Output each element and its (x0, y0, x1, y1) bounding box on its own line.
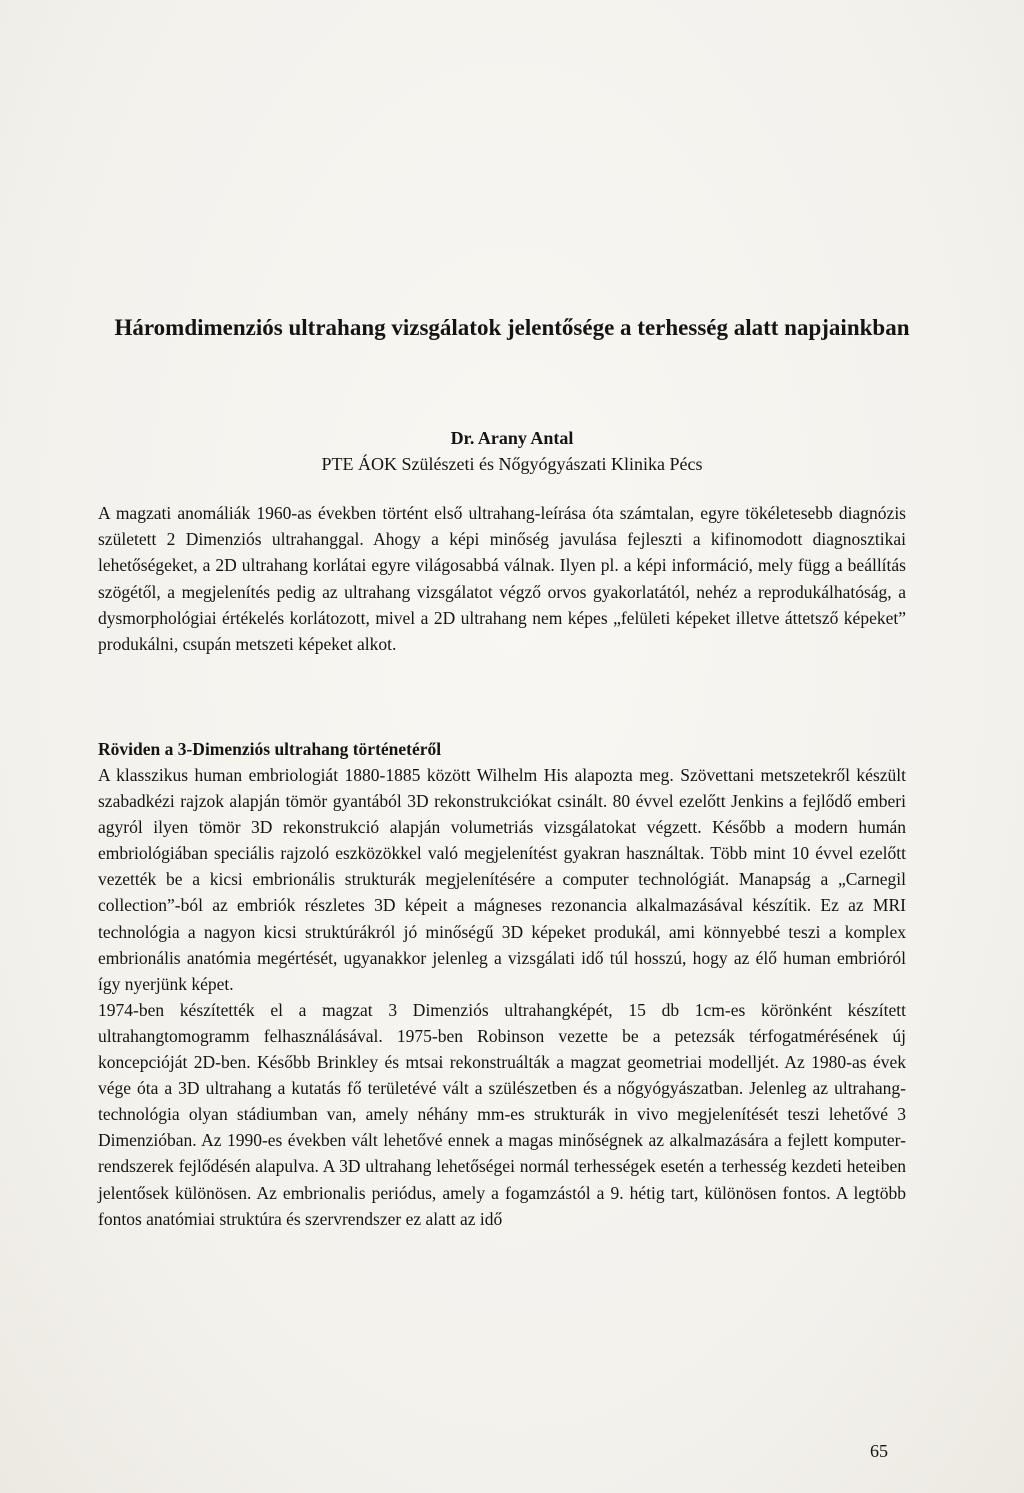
history-section (98, 736, 906, 1232)
author-block (100, 425, 924, 477)
section-paragraph: A klasszikus human embriologiát 1880-1885 között Wilhelm His alapozta meg. Szövettani metszetekről készült szabadkézi rajzok alapján tömör gyantából 3D rekonstrukciókat csinált. 80 évvel ezelőtt Jenkins a fejlődő emberi agyról ilyen tömör 3D rekonstrukció alapján volumetriás vizsgálatokat végzett. Később a modern humán embriológiában speciális rajzoló eszközökkel való megjelenítést gyakran használtak. Több mint 10 évvel ezelőtt vezették be a kicsi embrionális strukturák megjelenítésére a computer technológiát. Manapság a „Carnegil collection”-ból az embriók részletes 3D képeit a mágneses rezonancia alkalmazásával készítik. Ez az MRI technológia a nagyon kicsi struktúrákról jó minőségű 3D képeket produkál, ami könnyebbé teszi a komplex embrionális anatómia megértését, ugyanakkor jelenleg a vizsgálati idő túl hosszú, hogy az élő human embrióról így nyerjünk képet. (98, 765, 906, 994)
section-heading: Röviden a 3-Dimenziós ultrahang történetéről (98, 739, 442, 759)
page-number: 65 (870, 1441, 888, 1461)
document-title: Háromdimenziós ultrahang vizsgálatok jelentősége a terhesség alatt napjainkban (114, 315, 910, 340)
author-affiliation: PTE ÁOK Szülészeti és Nőgyógyászati Klinika Pécs (321, 454, 703, 474)
intro-paragraph: A magzati anomáliák 1960-as években történt első ultrahang-leírása óta számtalan, egyre tökéletesebb diagnózis született 2 Dimenziós ultrahanggal. Ahogy a képi minőség javulása fejleszti a kifinomodott diagnosztikai lehetőségeket, a 2D ultrahang korlátai egyre világosabbá válnak. Ilyen pl. a képi információ, mely függ a beállítás szögétől, a megjelenítés pedig az ultrahang vizsgálatot végző orvos gyakorlatától, nehéz a reprodukálhatóság, a dysmorphológiai értékelés korlátozott, mivel a 2D ultrahang nem képes „felületi képeket illetve áttetsző képeket” produkálni, csupán metszeti képeket alkot. (98, 503, 906, 655)
section-paragraph: 1974-ben készítették el a magzat 3 Dimenziós ultrahangképét, 15 db 1cm-es körönként készített ultrahangtomogramm felhasználásával. 1975-ben Robinson vezette be a petezsák térfogatmérésének új koncepcióját 2D-ben. Később Brinkley és mtsai rekonstruálták a magzat geometriai modelljét. Az 1980-as évek vége óta a 3D ultrahang a kutatás fő területévé vált a szülészetben és a nőgyógyászatban. Jelenleg az ultrahang-technológia olyan stádiumban van, amely néhány mm-es strukturák in vivo megjelenítését teszi lehetővé 3 Dimenzióban. Az 1990-es években vált lehetővé ennek a magas minőségnek az alkalmazására a fejlett komputer-rendszerek fejlődésén alapulva. A 3D ultrahang lehetőségei normál terhességek esetén a terhesség kezdeti heteiben jelentősek különösen. Az embrionalis periódus, amely a fogamzástól a 9. hétig tart, különösen fontos. A legtöbb fontos anatómiai struktúra és szervrendszer ez alatt az idő (98, 999, 906, 1229)
author-name: Dr. Arany Antal (450, 428, 574, 448)
